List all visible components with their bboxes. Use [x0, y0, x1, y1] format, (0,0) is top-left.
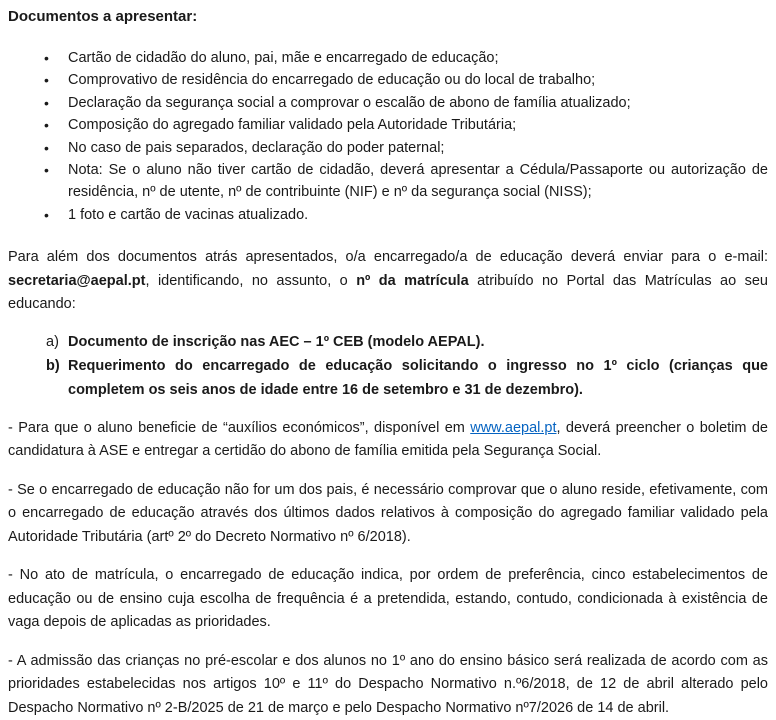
- bullet-item-photo-vaccines: • 1 foto e cartão de vacinas atualizado.: [8, 204, 768, 226]
- bullet-item-social-security-declaration: • Declaração da segurança social a comprovar o escalão de abono de família atualizado;: [8, 92, 768, 114]
- lettered-item-b: [8, 354, 768, 402]
- lettered-list: [8, 330, 768, 402]
- paragraph-guardian-residence: [8, 479, 768, 550]
- lettered-item-a: [8, 330, 768, 354]
- paragraph-school-preference: [8, 564, 768, 635]
- text-segment: - No ato de matrícula, o encarregado de educação indica, por ordem de preferência, cinco estabelecimentos de educação ou de ensino cuja escolha de frequência é a pretendida, estando, contudo, condicionada à existência de vaga depois de aplicadas as prioridades.: [8, 567, 768, 631]
- bullet-item-parental-power: • No caso de pais separados, declaração do poder paternal;: [8, 137, 768, 159]
- lettered-item-a-text: Documento de inscrição nas AEC – 1º CEB (modelo AEPAL).: [68, 333, 485, 350]
- aepal-website-link[interactable]: www.aepal.pt: [470, 419, 557, 436]
- text-segment: , deverá preencher o boletim de candidatura à ASE e entregar a certidão do abono de família emitida pela Segurança Social.: [8, 419, 768, 460]
- lettered-item-b-marker: b): [46, 357, 60, 374]
- intro-paragraph: [8, 246, 768, 317]
- bullet-item-residence-proof: • Comprovativo de residência do encarregado de educação ou do local de trabalho;: [8, 69, 768, 91]
- text-segment: atribuído no Portal das Matrículas ao seu educando:: [8, 272, 768, 313]
- document-page: [8, 8, 768, 720]
- bullet-item-citizen-card: • Cartão de cidadão do aluno, pai, mãe e encarregado de educação;: [8, 47, 768, 69]
- text-segment: - Se o encarregado de educação não for um dos pais, é necessário comprovar que o aluno reside, efetivamente, com o encarregado de educação através dos últimos dados relativos à composição do agregado familiar validado pela Autoridade Tributária (artº 2º do Decreto Normativo nº 6/2018).: [8, 481, 768, 545]
- bold-text-segment: nº da matrícula: [356, 272, 469, 289]
- paragraph-admission-priorities: [8, 650, 768, 720]
- lettered-item-a-marker: a): [46, 333, 59, 350]
- text-segment: - A admissão das crianças no pré-escolar e dos alunos no 1º ano do ensino básico será realizada de acordo com as prioridades estabelecidas nos artigos 10º e 11º do Despacho Normativo n.º6/2018, de 12 de abril alterado pelo Despacho Normativo nº 2-B/2025 de 21 de março e pelo Despacho Normativo nº7/2026 de 14 de abril.: [8, 652, 768, 716]
- paragraph-economic-aid: [8, 417, 768, 464]
- text-segment: - Para que o aluno beneficie de “auxílios económicos”, disponível em: [8, 419, 471, 436]
- document-title: Documentos a apresentar:: [8, 8, 198, 25]
- bullet-item-nota: • Nota: Se o aluno não tiver cartão de cidadão, deverá apresentar a Cédula/Passaporte ou autorização de residência, nº de utente, nº de contribuinte (NIF) e nº da segurança social (NISS);: [8, 159, 768, 204]
- text-segment: , identificando, no assunto, o: [145, 272, 357, 289]
- required-documents-list: [8, 47, 768, 226]
- text-segment: Para além dos documentos atrás apresentados, o/a encarregado/a de educação deverá enviar para o e-mail:: [8, 249, 768, 266]
- lettered-item-b-text: Requerimento do encarregado de educação solicitando o ingresso no 1º ciclo (crianças que completem os seis anos de idade entre 16 de setembro e 31 de dezembro).: [68, 357, 768, 398]
- bullet-item-household-composition: • Composição do agregado familiar validado pela Autoridade Tributária;: [8, 114, 768, 136]
- bold-text-segment: secretaria@aepal.pt: [8, 272, 146, 289]
